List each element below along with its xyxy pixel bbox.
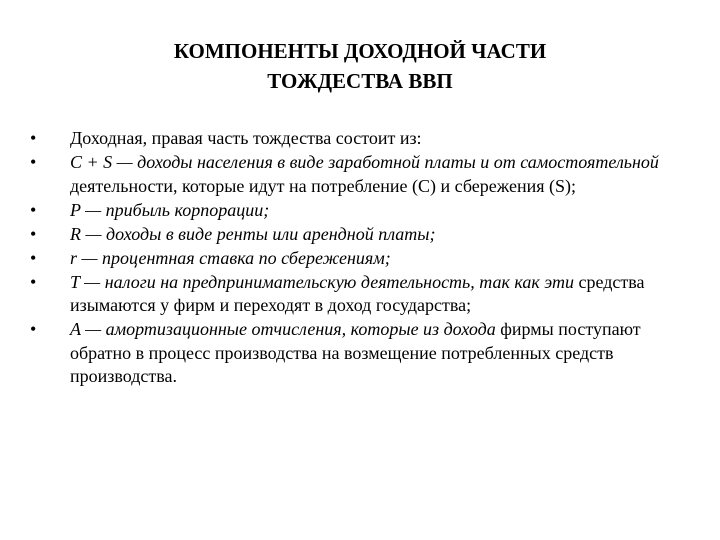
title-line-2: ТОЖДЕСТВА ВВП — [267, 69, 453, 93]
item-text-italic: R — доходы в виде ренты или арендной платы; — [70, 223, 436, 244]
bullet-icon: • — [30, 128, 37, 148]
list-item-taxes — [30, 271, 680, 318]
bullet-icon: • — [30, 152, 37, 172]
item-text: деятельности, которые идут на потребление (C) и сбережения (S); — [70, 175, 577, 196]
item-text: Доходная, правая часть тождества состоит из: — [70, 128, 422, 148]
list-item-profit — [30, 199, 680, 223]
bullet-icon: • — [30, 319, 37, 339]
item-text-italic: C + S — доходы населения в виде заработной платы и от самостоятельной — [70, 152, 659, 172]
item-text-italic: T — налоги на предпринимательскую деятельность, так как эти — [70, 271, 574, 292]
bullet-icon: • — [30, 223, 37, 244]
list-item-household-income — [30, 151, 680, 198]
list-item-interest-rate — [30, 247, 680, 271]
item-text-italic: P — прибыль корпорации; — [70, 199, 270, 220]
bullet-list — [30, 127, 680, 389]
list-item-depreciation — [30, 318, 680, 389]
item-text: фирмы поступают обратно в процесс производства на возмещение потребленных средств производства. — [70, 319, 641, 386]
bullet-icon: • — [30, 247, 37, 268]
list-item-intro — [30, 127, 680, 151]
title-line-1: КОМПОНЕНТЫ ДОХОДНОЙ ЧАСТИ — [173, 39, 547, 63]
item-text: средства изымаются у фирм и переходят в доход государства; — [70, 271, 645, 315]
item-text-italic: A — амортизационные отчисления, которые из дохода — [70, 319, 496, 339]
list-item-rent — [30, 223, 680, 247]
bullet-icon: • — [30, 199, 37, 220]
bullet-icon: • — [30, 271, 37, 292]
slide-title — [0, 36, 720, 96]
item-text-italic: r — процентная ставка по сбережениям; — [70, 247, 391, 268]
